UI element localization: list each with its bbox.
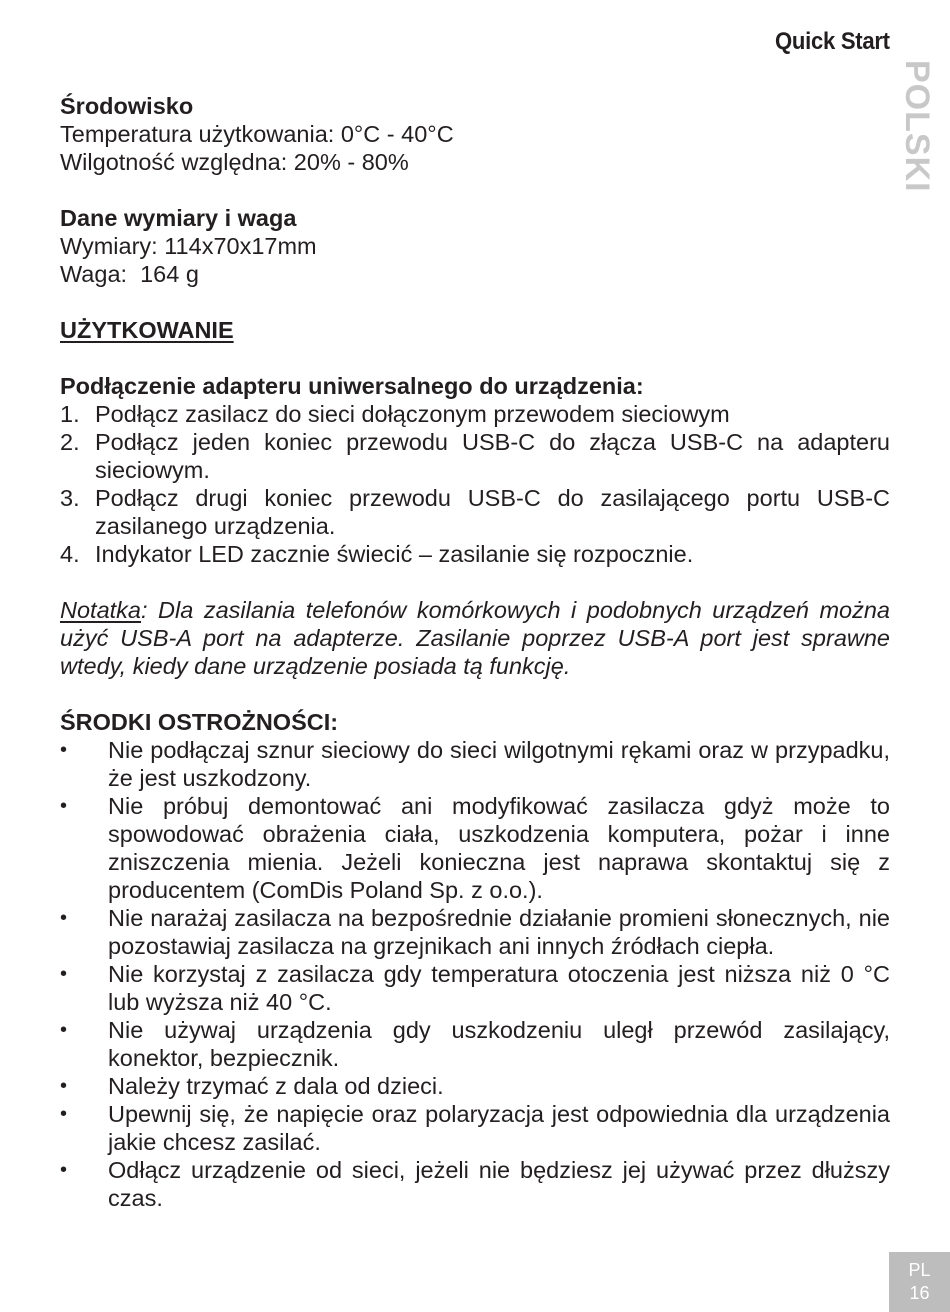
page-tab [889,1252,950,1312]
list-item [60,540,890,568]
step-text: Podłącz jeden koniec przewodu USB-C do złącza USB-C na adapteru sieciowym. [95,429,890,483]
list-item [60,1100,890,1156]
connection-heading: Podłączenie adapteru uniwersalnego do urządzenia: [60,373,644,399]
precaution-text: Upewnij się, że napięcie oraz polaryzacja jest odpowiednia dla urządzenia jakie chcesz zasilać. [108,1101,890,1155]
environment-heading: Środowisko [60,93,194,119]
precaution-text: Nie używaj urządzenia gdy uszkodzeniu uległ przewód zasilający, konektor, bezpiecznik. [108,1017,890,1071]
step-number: 4. [60,541,80,567]
list-item [60,1016,890,1072]
bullet-icon: • [60,1019,68,1041]
step-number: 2. [60,429,80,455]
note-text: : Dla zasilania telefonów komórkowych i podobnych urządzeń można użyć USB-A port na adapterze. Zasilanie poprzez USB-A port jest sprawne wtedy, kiedy dane urządzenie posiada tą funkcję. [60,597,890,679]
precaution-text: Nie korzystaj z zasilacza gdy temperatura otoczenia jest niższa niż 0 °C lub wyższa niż 40 °C. [108,961,890,1015]
list-item [60,960,890,1016]
bullet-icon: • [60,1075,68,1097]
dimensions-line: Wymiary: 114x70x17mm [60,233,317,259]
bullet-icon: • [60,963,68,985]
list-item [60,904,890,960]
step-text: Indykator LED zacznie świecić – zasilanie się rozpocznie. [95,541,694,567]
note-label: Notatka [60,597,141,623]
header-title: Quick Start [775,28,890,55]
page-number: 16 [909,1283,930,1303]
precaution-text: Nie podłączaj sznur sieciowy do sieci wilgotnymi rękami oraz w przypadku, że jest uszkodzony. [108,737,890,791]
precaution-text: Nie próbuj demontować ani modyfikować zasilacza gdyż może to spowodować obrażenia ciała, uszkodzenia komputera, pożar i inne zniszczenia mienia. Jeżeli konieczna jest naprawa skontaktuj się z producentem (ComDis Poland Sp. z o.o.). [108,793,890,903]
environment-line: Temperatura użytkowania: 0°C - 40°C [60,121,454,147]
list-item [60,400,890,428]
bullet-icon: • [60,1159,68,1181]
bullet-icon: • [60,907,68,929]
usage-heading: UŻYTKOWANIE [60,317,234,343]
list-item [60,792,890,904]
step-text: Podłącz zasilacz do sieci dołączonym przewodem sieciowym [95,401,730,427]
environment-line: Wilgotność względna: 20% - 80% [60,149,409,175]
step-number: 3. [60,485,80,511]
step-number: 1. [60,401,80,427]
list-item [60,1072,890,1100]
precaution-text: Należy trzymać z dala od dzieci. [108,1073,444,1099]
dimensions-heading: Dane wymiary i waga [60,205,297,231]
bullet-icon: • [60,739,68,761]
list-item [60,484,890,540]
page-content [60,92,890,1212]
precaution-text: Nie narażaj zasilacza na bezpośrednie działanie promieni słonecznych, nie pozostawiaj zasilacza na grzejnikach ani innych źródłach ciepła. [108,905,890,959]
precaution-text: Odłącz urządzenie od sieci, jeżeli nie będziesz jej używać przez dłuższy czas. [108,1157,890,1211]
step-text: Podłącz drugi koniec przewodu USB-C do zasilającego portu USB-C zasilanego urządzenia. [95,485,890,539]
bullet-icon: • [60,795,68,817]
precautions-heading: ŚRODKI OSTROŻNOŚCI: [60,709,339,735]
list-item [60,428,890,484]
dimensions-line: Waga: 164 g [60,261,199,287]
precautions-list [60,736,890,1212]
list-item [60,736,890,792]
usage-note [60,596,890,680]
language-side-label: POLSKI [898,60,936,193]
connection-steps [60,400,890,568]
bullet-icon: • [60,1103,68,1125]
list-item [60,1156,890,1212]
language-code: PL [908,1260,931,1280]
